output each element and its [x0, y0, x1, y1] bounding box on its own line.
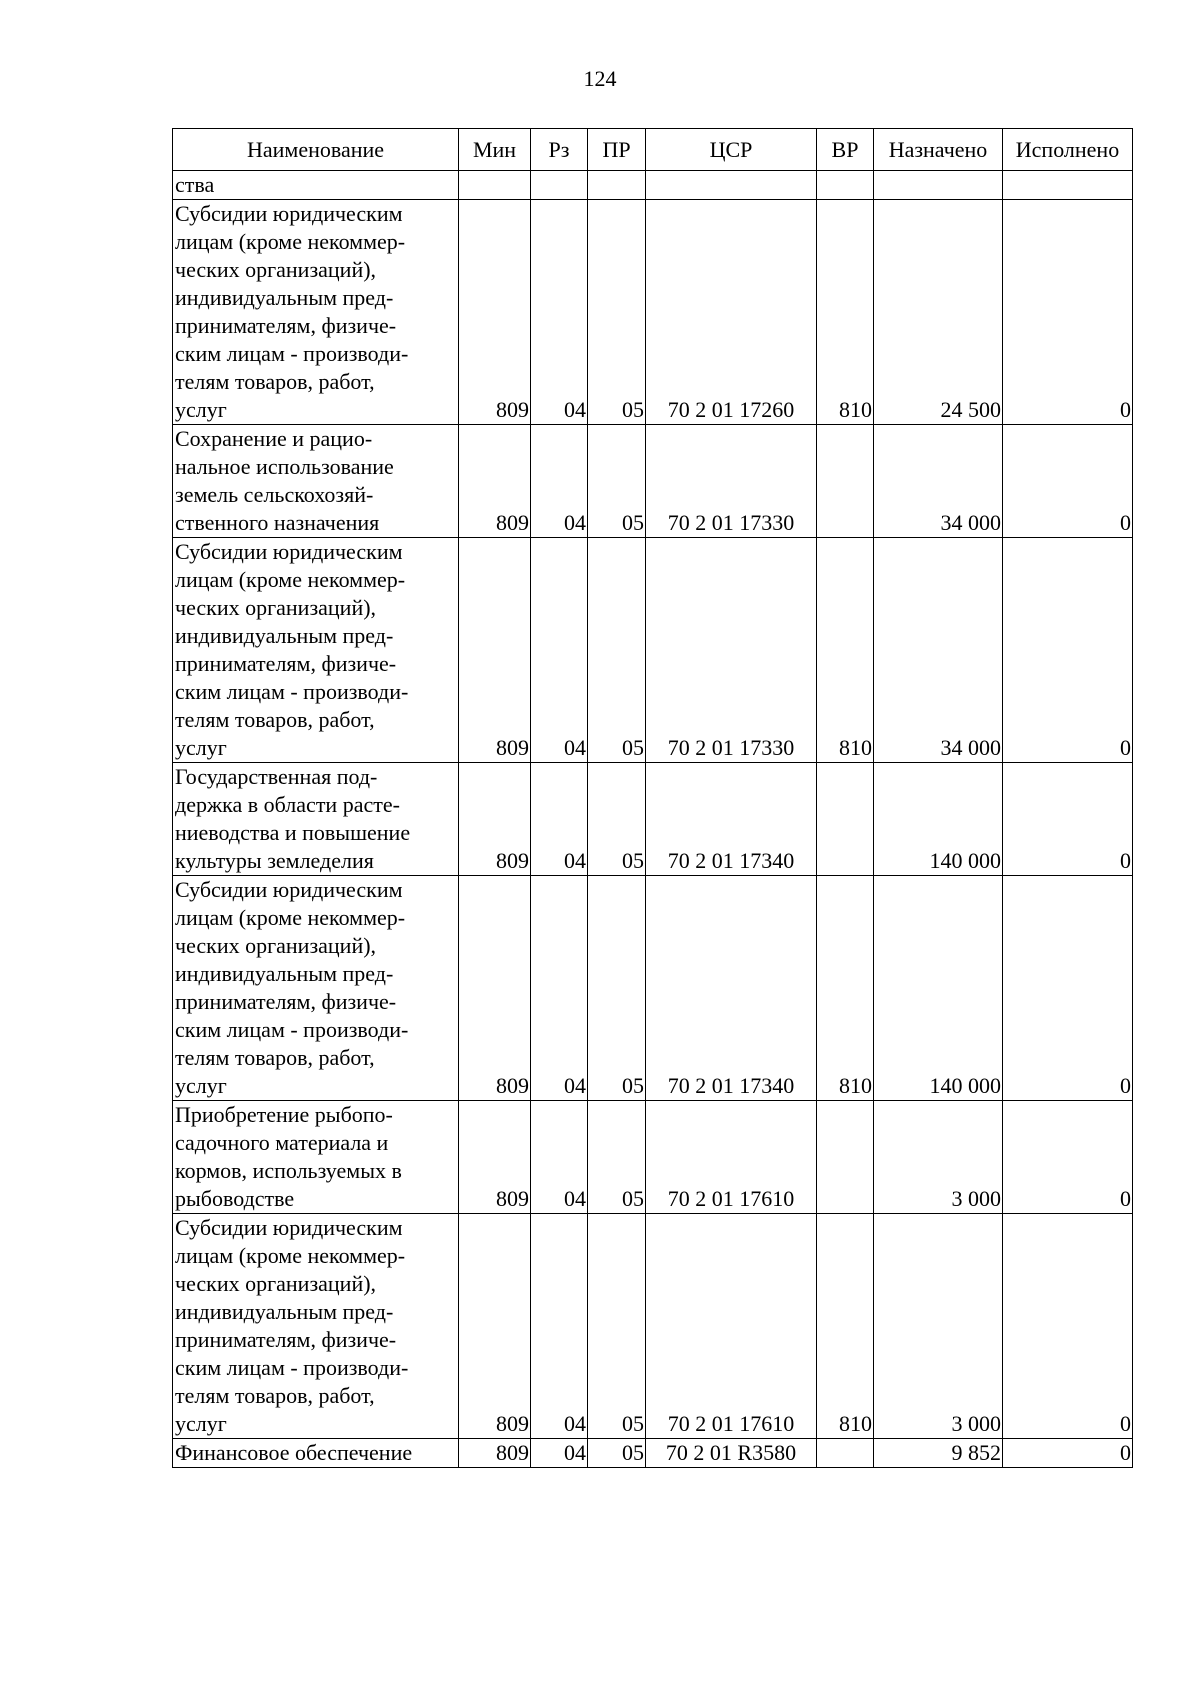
cell-name: Субсидии юридическим лицам (кроме некоммер- ческих организаций), индивидуальным пред- принимателям, физиче- ским лицам - производи- телям товаров, работ, услуг [173, 876, 459, 1101]
cell-rz: 04 [531, 425, 588, 538]
cell-csr: 70 2 01 R3580 [646, 1439, 817, 1468]
cell-name: ства [173, 171, 459, 200]
cell-csr: 70 2 01 17340 [646, 876, 817, 1101]
cell-pr [588, 171, 646, 200]
cell-executed [1003, 171, 1133, 200]
cell-vr [817, 1439, 874, 1468]
table-row [173, 876, 1133, 1101]
header-min: Мин [459, 129, 531, 171]
cell-rz: 04 [531, 1101, 588, 1214]
header-name: Наименование [173, 129, 459, 171]
header-vr: ВР [817, 129, 874, 171]
cell-vr: 810 [817, 538, 874, 763]
cell-assigned: 24 500 [874, 200, 1003, 425]
cell-name: Субсидии юридическим лицам (кроме некоммер- ческих организаций), индивидуальным пред- принимателям, физиче- ским лицам - производи- телям товаров, работ, услуг [173, 200, 459, 425]
cell-name: Сохранение и рацио- нальное использование земель сельскохозяй- ственного назначения [173, 425, 459, 538]
cell-vr: 810 [817, 876, 874, 1101]
table-row [173, 763, 1133, 876]
cell-min: 809 [459, 876, 531, 1101]
cell-pr: 05 [588, 1101, 646, 1214]
cell-assigned: 140 000 [874, 763, 1003, 876]
cell-min: 809 [459, 1439, 531, 1468]
cell-rz: 04 [531, 876, 588, 1101]
cell-csr: 70 2 01 17330 [646, 425, 817, 538]
cell-assigned: 3 000 [874, 1214, 1003, 1439]
cell-name: Приобретение рыбопо- садочного материала и кормов, используемых в рыбоводстве [173, 1101, 459, 1214]
cell-vr [817, 1101, 874, 1214]
table-row [173, 1101, 1133, 1214]
header-rz: Рз [531, 129, 588, 171]
cell-pr: 05 [588, 876, 646, 1101]
budget-table [172, 128, 1133, 1468]
cell-pr: 05 [588, 1214, 646, 1439]
cell-assigned: 3 000 [874, 1101, 1003, 1214]
cell-vr: 810 [817, 1214, 874, 1439]
cell-vr [817, 171, 874, 200]
cell-name: Государственная под- держка в области расте- ниеводства и повышение культуры земледелия [173, 763, 459, 876]
table-row [173, 425, 1133, 538]
cell-executed: 0 [1003, 1439, 1133, 1468]
cell-min: 809 [459, 425, 531, 538]
cell-csr [646, 171, 817, 200]
cell-min [459, 171, 531, 200]
header-csr: ЦСР [646, 129, 817, 171]
table-row [173, 171, 1133, 200]
page-number: 124 [583, 66, 617, 91]
table-row [173, 1214, 1133, 1439]
cell-csr: 70 2 01 17260 [646, 200, 817, 425]
cell-assigned [874, 171, 1003, 200]
cell-executed: 0 [1003, 1214, 1133, 1439]
cell-min: 809 [459, 763, 531, 876]
header-executed: Исполнено [1003, 129, 1133, 171]
cell-rz: 04 [531, 538, 588, 763]
cell-executed: 0 [1003, 200, 1133, 425]
cell-pr: 05 [588, 200, 646, 425]
cell-assigned: 34 000 [874, 538, 1003, 763]
cell-rz: 04 [531, 200, 588, 425]
cell-rz: 04 [531, 763, 588, 876]
cell-csr: 70 2 01 17610 [646, 1101, 817, 1214]
cell-pr: 05 [588, 538, 646, 763]
cell-pr: 05 [588, 425, 646, 538]
cell-name: Субсидии юридическим лицам (кроме некоммер- ческих организаций), индивидуальным пред- принимателям, физиче- ским лицам - производи- телям товаров, работ, услуг [173, 538, 459, 763]
cell-assigned: 9 852 [874, 1439, 1003, 1468]
cell-min: 809 [459, 538, 531, 763]
cell-assigned: 140 000 [874, 876, 1003, 1101]
cell-executed: 0 [1003, 538, 1133, 763]
header-pr: ПР [588, 129, 646, 171]
table-header-row [173, 129, 1133, 171]
table-row [173, 538, 1133, 763]
cell-pr: 05 [588, 763, 646, 876]
cell-csr: 70 2 01 17340 [646, 763, 817, 876]
cell-min: 809 [459, 1214, 531, 1439]
cell-name: Субсидии юридическим лицам (кроме некоммер- ческих организаций), индивидуальным пред- принимателям, физиче- ским лицам - производи- телям товаров, работ, услуг [173, 1214, 459, 1439]
cell-rz [531, 171, 588, 200]
cell-vr: 810 [817, 200, 874, 425]
cell-rz: 04 [531, 1439, 588, 1468]
cell-min: 809 [459, 200, 531, 425]
table-row [173, 1439, 1133, 1468]
cell-executed: 0 [1003, 763, 1133, 876]
cell-executed: 0 [1003, 425, 1133, 538]
header-assigned: Назначено [874, 129, 1003, 171]
cell-min: 809 [459, 1101, 531, 1214]
cell-assigned: 34 000 [874, 425, 1003, 538]
cell-name: Финансовое обеспечение [173, 1439, 459, 1468]
cell-csr: 70 2 01 17330 [646, 538, 817, 763]
cell-executed: 0 [1003, 876, 1133, 1101]
cell-vr [817, 763, 874, 876]
table-row [173, 200, 1133, 425]
cell-rz: 04 [531, 1214, 588, 1439]
cell-vr [817, 425, 874, 538]
cell-executed: 0 [1003, 1101, 1133, 1214]
cell-pr: 05 [588, 1439, 646, 1468]
cell-csr: 70 2 01 17610 [646, 1214, 817, 1439]
